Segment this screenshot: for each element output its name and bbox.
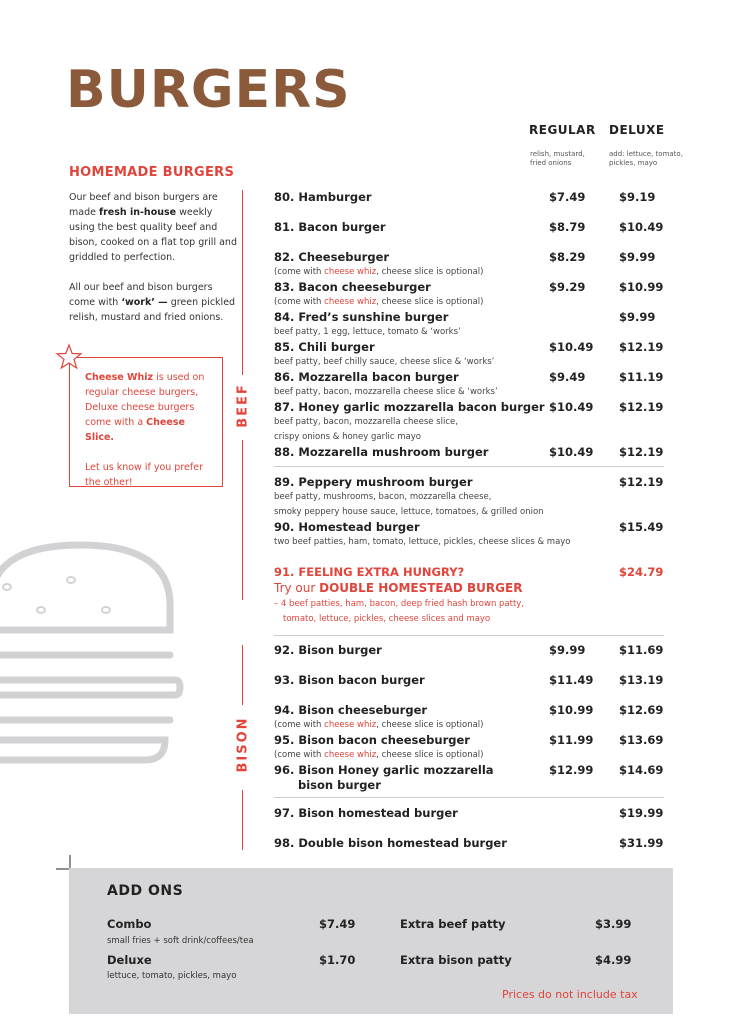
deluxe-price: $9.99	[619, 250, 656, 264]
item-name: 90. Homestead burger	[274, 520, 420, 534]
deluxe-price: $31.99	[619, 836, 664, 850]
deluxe-price: $9.19	[619, 190, 656, 204]
menu-item	[274, 220, 664, 235]
extra-bison-patty-price: $4.99	[595, 953, 632, 967]
desc-text: (come with	[274, 750, 325, 760]
deluxe-addon-description: lettuce, tomato, pickles, mayo	[107, 971, 237, 981]
regular-price: $8.29	[549, 250, 586, 264]
regular-price: $9.29	[549, 280, 586, 294]
beef-divider-bottom	[242, 440, 243, 600]
deluxe-price: $14.69	[619, 763, 664, 777]
intro-bold: ‘work’ —	[121, 297, 168, 308]
item-name: 81. Bacon burger	[274, 220, 386, 234]
deluxe-price: $11.19	[619, 370, 664, 384]
regular-price: $11.49	[549, 673, 594, 687]
regular-price: $10.49	[549, 445, 594, 459]
item-name: 98. Double bison homestead burger	[274, 836, 507, 850]
cheese-slice-bold: Cheese Slice.	[85, 417, 185, 443]
regular-price: $10.99	[549, 703, 594, 717]
regular-price: $10.49	[549, 400, 594, 414]
item-name: 83. Bacon cheeseburger	[274, 280, 431, 294]
bison-section-label: BISON	[235, 716, 251, 773]
section-divider	[274, 466, 664, 467]
deluxe-price: $12.19	[619, 445, 664, 459]
item-description	[274, 295, 664, 310]
deluxe-price: $10.49	[619, 220, 664, 234]
item-description	[274, 718, 664, 733]
regular-note-line: relish, mustard,	[530, 150, 585, 158]
intro-text: green pickled relish, mustard and fried onions.	[69, 297, 236, 323]
cheese-preference-text: Let us know if you prefer the other!	[85, 462, 203, 488]
deluxe-price: $12.19	[619, 475, 664, 489]
item-name: 84. Fred’s sunshine burger	[274, 310, 449, 324]
menu-item	[274, 703, 664, 733]
item-description: crispy onions & honey garlic mayo	[274, 432, 421, 442]
extra-bison-patty-label: Extra bison patty	[400, 953, 512, 967]
item-name: 89. Peppery mushroom burger	[274, 475, 473, 489]
item-description	[274, 265, 664, 280]
item-name: 96. Bison Honey garlic mozzarella	[274, 763, 494, 777]
regular-price: $9.49	[549, 370, 586, 384]
special-price: $24.79	[619, 565, 664, 579]
menu-item	[274, 400, 664, 445]
cheese-note-span: is used on regular cheese burgers, Deluxe cheese burgers come with a	[85, 372, 205, 428]
menu-item	[274, 763, 664, 793]
intro-bold: fresh in-house	[98, 207, 177, 218]
menu-item	[274, 370, 664, 400]
desc-text: (come with	[274, 297, 325, 307]
menu-item	[274, 310, 664, 340]
star-icon	[55, 343, 83, 371]
add-ons-panel	[69, 868, 673, 1014]
double-homestead-name: DOUBLE HOMESTEAD BURGER	[319, 581, 523, 595]
deluxe-price: $12.19	[619, 400, 664, 414]
special-try-line	[274, 580, 664, 597]
item-name: 80. Hamburger	[274, 190, 372, 204]
item-description: smoky peppery house sauce, lettuce, tomatoes, & grilled onion	[274, 507, 544, 517]
item-name-continued: bison burger	[298, 778, 381, 792]
section-divider	[274, 635, 664, 636]
homemade-intro-paragraph	[69, 190, 239, 265]
item-name: 95. Bison bacon cheeseburger	[274, 733, 470, 747]
cheese-note-text	[85, 370, 212, 445]
deluxe-price: $13.19	[619, 673, 664, 687]
menu-item	[274, 250, 664, 280]
item-name: 92. Bison burger	[274, 643, 382, 657]
item-description: beef patty, bacon, mozzarella cheese slice & ‘works’	[274, 387, 498, 397]
regular-column-header: REGULAR	[529, 123, 596, 137]
beef-divider-top	[242, 190, 243, 375]
menu-item	[274, 190, 664, 205]
item-name: 88. Mozzarella mushroom burger	[274, 445, 489, 459]
deluxe-addon-price: $1.70	[319, 953, 356, 967]
special-menu-item	[274, 565, 664, 627]
regular-note-line: fried onions	[530, 159, 572, 167]
regular-column-note	[530, 150, 585, 168]
cheese-whiz-text: cheese whiz	[324, 720, 377, 730]
deluxe-column-note	[609, 150, 683, 168]
homemade-burgers-heading: HOMEMADE BURGERS	[69, 165, 235, 180]
deluxe-price: $15.49	[619, 520, 664, 534]
page-title: BURGERS	[66, 60, 351, 120]
combo-label: Combo	[107, 917, 152, 931]
desc-text: , cheese slice is optional)	[376, 750, 484, 760]
bison-divider-bottom	[242, 790, 243, 850]
extra-beef-patty-label: Extra beef patty	[400, 917, 506, 931]
item-description: beef patty, beef chilly sauce, cheese slice & ‘works’	[274, 357, 495, 367]
desc-text: (come with	[274, 720, 325, 730]
deluxe-price: $19.99	[619, 806, 664, 820]
cheese-whiz-text: cheese whiz	[324, 750, 377, 760]
extra-beef-patty-price: $3.99	[595, 917, 632, 931]
deluxe-price: $10.99	[619, 280, 664, 294]
item-description: beef patty, 1 egg, lettuce, tomato & ‘works’	[274, 327, 461, 337]
special-description: tomato, lettuce, pickles, cheese slices and mayo	[283, 614, 491, 624]
cheese-whiz-bold: Cheese Whiz	[85, 372, 154, 383]
deluxe-price: $13.69	[619, 733, 664, 747]
special-description: – 4 beef patties, ham, bacon, deep fried hash brown patty,	[274, 599, 525, 609]
special-item-name: 91. FEELING EXTRA HUNGRY?	[274, 565, 465, 579]
desc-text: , cheese slice is optional)	[376, 267, 484, 277]
regular-price: $7.49	[549, 190, 586, 204]
item-description: beef patty, mushrooms, bacon, mozzarella cheese,	[274, 492, 492, 502]
item-name: 97. Bison homestead burger	[274, 806, 458, 820]
menu-item	[274, 340, 664, 370]
menu-item	[274, 445, 664, 460]
cheese-whiz-text: cheese whiz	[324, 297, 377, 307]
deluxe-price: $12.19	[619, 340, 664, 354]
menu-item	[274, 733, 664, 763]
cheese-whiz-text: cheese whiz	[324, 267, 377, 277]
item-name: 82. Cheeseburger	[274, 250, 390, 264]
item-name: 94. Bison cheeseburger	[274, 703, 428, 717]
tax-note: Prices do not include tax	[502, 988, 638, 1001]
menu-item	[274, 836, 664, 851]
item-name: 87. Honey garlic mozzarella bacon burger	[274, 400, 545, 414]
combo-price: $7.49	[319, 917, 356, 931]
item-name: 93. Bison bacon burger	[274, 673, 425, 687]
menu-item	[274, 643, 664, 658]
bison-divider-top	[242, 645, 243, 705]
regular-price: $10.49	[549, 340, 594, 354]
deluxe-note-line: pickles, mayo	[609, 159, 658, 167]
desc-text: (come with	[274, 267, 325, 277]
item-name: 85. Chili burger	[274, 340, 375, 354]
intro-text: Our beef and bison burgers are made	[69, 192, 218, 218]
regular-price: $9.99	[549, 643, 586, 657]
burger-outline-icon	[0, 535, 185, 770]
intro-text: weekly using the best quality beef and bison, cooked on a flat top grill and griddled to perfection.	[69, 207, 237, 263]
menu-item	[274, 280, 664, 310]
section-divider	[274, 797, 664, 798]
desc-text: , cheese slice is optional)	[376, 297, 484, 307]
item-description: beef patty, bacon, mozzarella cheese slice,	[274, 417, 458, 427]
regular-price: $11.99	[549, 733, 594, 747]
cheese-whiz-note-box	[69, 357, 223, 487]
intro-text: All our beef and bison burgers come with	[69, 282, 213, 308]
beef-section-label: BEEF	[235, 383, 251, 428]
menu-item	[274, 806, 664, 821]
menu-item	[274, 673, 664, 688]
deluxe-column-header: DELUXE	[609, 123, 665, 137]
deluxe-price: $9.99	[619, 310, 656, 324]
try-text: Try our	[274, 581, 320, 595]
menu-item	[274, 520, 664, 550]
deluxe-price: $12.69	[619, 703, 664, 717]
item-name: 86. Mozzarella bacon burger	[274, 370, 459, 384]
regular-price: $12.99	[549, 763, 594, 777]
combo-description: small fries + soft drink/coffees/tea	[107, 936, 254, 946]
item-description: two beef patties, ham, tomato, lettuce, pickles, cheese slices & mayo	[274, 537, 571, 547]
regular-price: $8.79	[549, 220, 586, 234]
deluxe-price: $11.69	[619, 643, 664, 657]
deluxe-addon-label: Deluxe	[107, 953, 152, 967]
add-ons-heading: ADD ONS	[107, 883, 184, 899]
works-paragraph	[69, 280, 239, 325]
desc-text: , cheese slice is optional)	[376, 720, 484, 730]
item-description	[274, 748, 664, 763]
menu-item	[274, 475, 664, 520]
deluxe-note-line: add: lettuce, tomato,	[609, 150, 683, 158]
